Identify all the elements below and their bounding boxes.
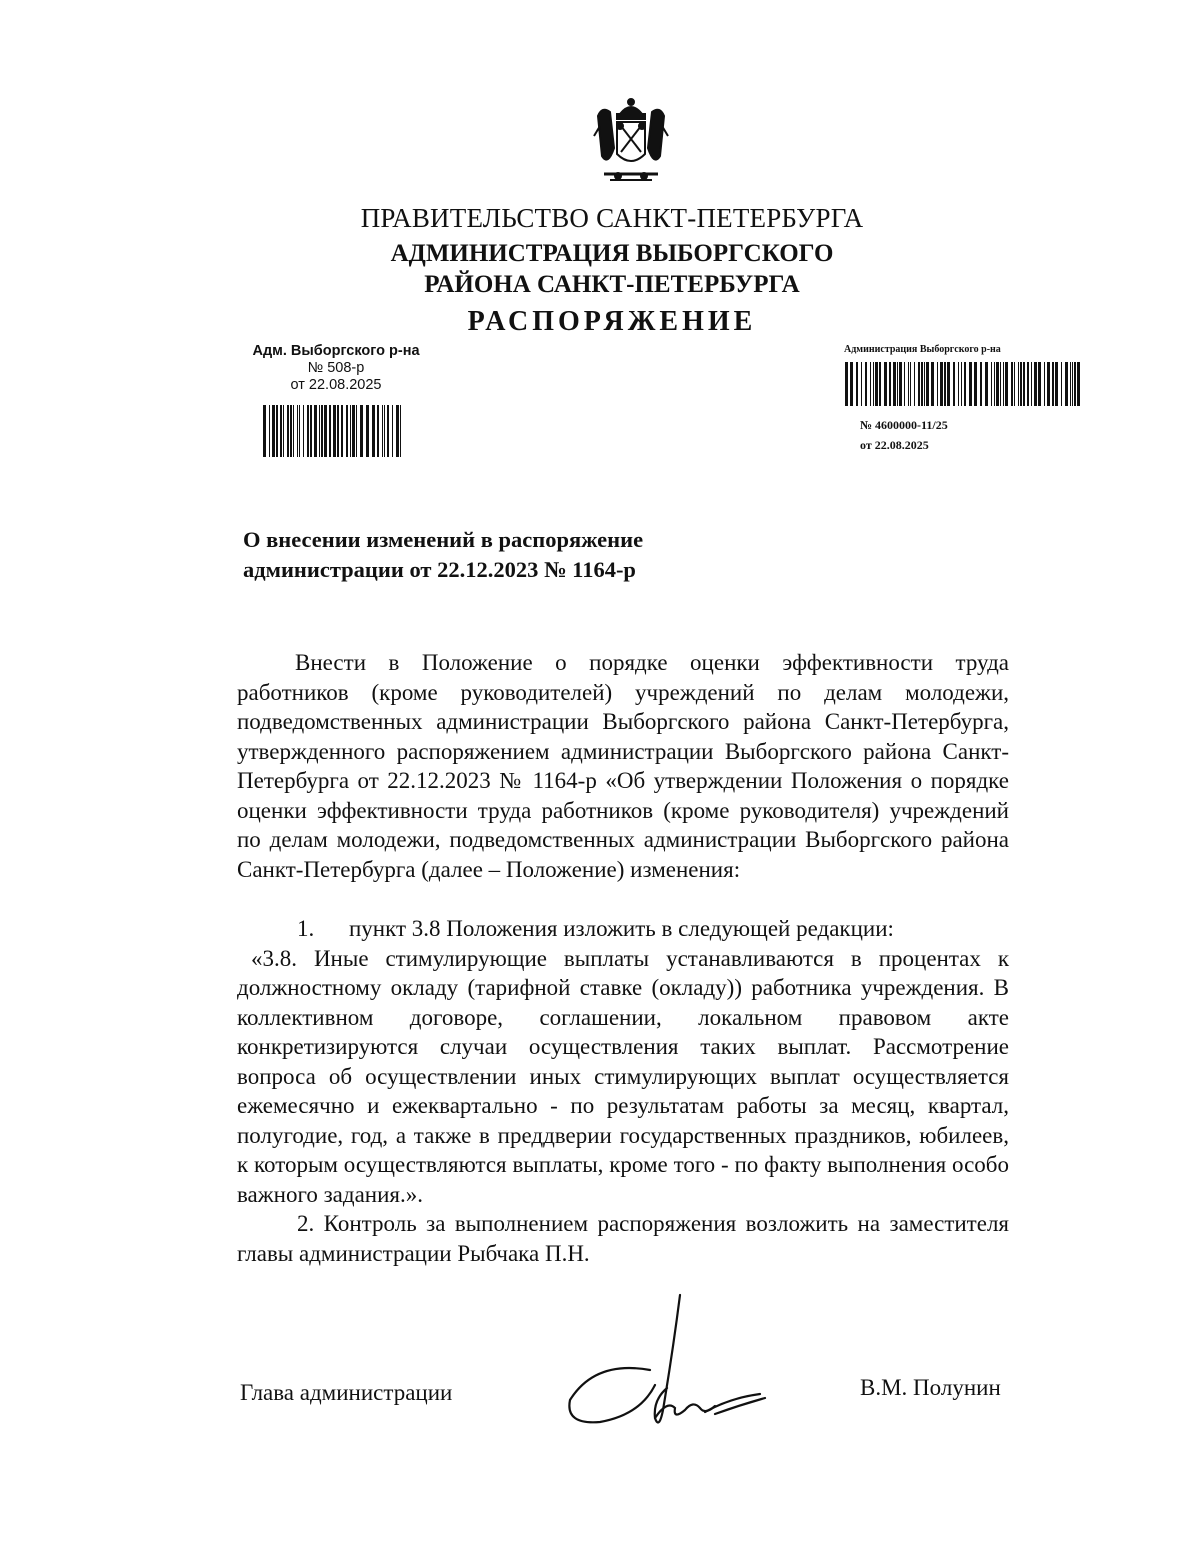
barcode-bar (910, 362, 911, 406)
barcode-bar (314, 405, 317, 457)
item-1 (237, 914, 1009, 944)
barcode-bar (958, 362, 959, 406)
barcode-bar (974, 362, 977, 406)
barcode-bar (324, 405, 327, 457)
barcode-bar (926, 362, 929, 406)
barcode-bar (865, 362, 867, 406)
signatory-name: В.М. Полунин (860, 1375, 1001, 1400)
barcode-bar (985, 362, 988, 406)
signatory-position: Глава администрации (240, 1380, 453, 1405)
document-type-title: РАСПОРЯЖЕНИЕ (467, 306, 757, 337)
document-subject (243, 525, 763, 585)
barcode-bar (944, 362, 946, 406)
registration-stamp-right-date: от 22.08.2025 (860, 438, 929, 452)
barcode-bar (908, 362, 909, 406)
subject-line2: администрации от 22.12.2023 № 1164-р (243, 557, 636, 582)
barcode-bar (303, 405, 304, 457)
barcode-bar (280, 405, 282, 457)
barcode-bar (392, 405, 393, 457)
barcode-bar (904, 362, 905, 406)
item-1-text: пункт 3.8 Положения изложить в следующей редакции: (349, 916, 894, 941)
barcode-bar (1077, 362, 1080, 406)
barcode-bar (994, 362, 995, 406)
barcode-bar (1034, 362, 1037, 406)
barcode-bar (980, 362, 982, 406)
barcode-bar (382, 405, 383, 457)
barcode-bar (873, 362, 874, 406)
barcode-bar (263, 405, 266, 457)
registration-number: № 508-р (307, 360, 365, 376)
barcode-bar (940, 362, 943, 406)
registration-stamp-right-number: № 4600000-11/25 (860, 418, 948, 432)
barcode-bar (341, 405, 343, 457)
barcode-bar (1065, 362, 1068, 406)
handwritten-signature (555, 1290, 785, 1440)
barcode-bar (1011, 362, 1013, 406)
barcode-bar (321, 405, 323, 457)
barcode-bar (996, 362, 999, 406)
registration-stamp-right-org: Администрация Выборгского р-на (844, 344, 1001, 355)
barcode-bar (1023, 362, 1025, 406)
barcode-bar (937, 362, 938, 406)
barcode-bar (290, 405, 292, 457)
barcode-bar (1074, 362, 1076, 406)
barcode-bar (346, 405, 348, 457)
barcode-bar (924, 362, 925, 406)
administration-title-line2: РАЙОНА САНКТ-ПЕТЕРБУРГА (424, 271, 800, 298)
document-body (237, 648, 1009, 1268)
barcode-bar (1020, 362, 1022, 406)
barcode-bar (850, 362, 853, 406)
item-2: 2. Контроль за выполнением распоряжения возложить на заместителя главы администрации Рыбчака П.Н. (237, 1211, 1009, 1266)
barcode-bar (272, 405, 275, 457)
barcode-bar (352, 405, 355, 457)
barcode-bar (283, 405, 284, 457)
barcode-bar (287, 405, 289, 457)
barcode-bar (276, 405, 278, 457)
barcode-bar (1027, 362, 1029, 406)
barcode-bar (1038, 362, 1041, 406)
subject-line1: О внесении изменений в распоряжение (243, 527, 644, 552)
barcode-bar (861, 362, 862, 406)
barcode-bar (293, 405, 294, 457)
barcode-bar (1047, 362, 1050, 406)
barcode-bar (914, 362, 915, 406)
intro-paragraph: Внести в Положение о порядке оценки эффективности труда работников (кроме руководителей) учреждений по делам молодежи, подведомственных администрации Выборгского района Санкт-Петербурга, утвержденного распоряжением администрации Выборгского района Санкт-Петербурга от 22.12.2023 № 1164-р «Об утверждении Положения о порядке оценки эффективности труда работников (кроме руководителя) учреждений по делам молодежи, подведомственных администрации Выборгского района Санкт-Петербурга (далее – Положение) изменения: (237, 650, 1009, 882)
barcode-bar (1072, 362, 1073, 406)
barcode-bar (307, 405, 309, 457)
barcode-bar (1052, 362, 1054, 406)
barcode-bar (396, 405, 399, 457)
barcode-left (263, 405, 401, 457)
barcode-bar (931, 362, 934, 406)
barcode-bar (366, 405, 369, 457)
barcode-bar (333, 405, 336, 457)
barcode-bar (310, 405, 312, 457)
barcode-bar (377, 405, 379, 457)
barcode-bar (337, 405, 339, 457)
paragraph-gap (237, 884, 1009, 914)
barcode-bar (897, 362, 898, 406)
barcode-bar (269, 405, 270, 457)
barcode-bar (969, 362, 972, 406)
barcode-bar (1005, 362, 1008, 406)
barcode-bar (1018, 362, 1019, 406)
barcode-bar (879, 362, 881, 406)
barcode-bar (856, 362, 858, 406)
barcode-bar (350, 405, 351, 457)
barcode-bar (360, 405, 363, 457)
barcode-bar (964, 362, 966, 406)
barcode-bar (918, 362, 920, 406)
barcode-bar (299, 405, 300, 457)
registration-org: Адм. Выборгского р-на (252, 343, 420, 359)
barcode-bar (889, 362, 891, 406)
barcode-bar (384, 405, 385, 457)
barcode-bar (884, 362, 887, 406)
barcode-bar (1061, 362, 1062, 406)
barcode-bar (372, 405, 375, 457)
barcode-bar (1000, 362, 1001, 406)
barcode-bar (1031, 362, 1032, 406)
barcode-bar (991, 362, 992, 406)
item-1-number: 1. (297, 916, 315, 941)
registration-stamp-left (236, 343, 436, 394)
barcode-bar (1014, 362, 1015, 406)
barcode-bar (875, 362, 878, 406)
barcode-bar (356, 405, 357, 457)
barcode-bar (845, 362, 848, 406)
government-title: ПРАВИТЕЛЬСТВО САНКТ-ПЕТЕРБУРГА (360, 203, 864, 233)
barcode-bar (921, 362, 923, 406)
barcode-bar (400, 405, 401, 457)
barcode-bar (1003, 362, 1004, 406)
barcode-bar (1044, 362, 1045, 406)
barcode-bar (870, 362, 871, 406)
barcode-bar (329, 405, 331, 457)
barcode-bar (1070, 362, 1071, 406)
administration-title-line1: АДМИНИСТРАЦИЯ ВЫБОРГСКОГО (390, 240, 834, 267)
barcode-bar (961, 362, 962, 406)
barcode-bar (319, 405, 320, 457)
coat-of-arms-icon (590, 96, 672, 188)
registration-date: от 22.08.2025 (290, 377, 382, 393)
barcode-bar (953, 362, 955, 406)
barcode-bar (1055, 362, 1058, 406)
barcode-bar (899, 362, 902, 406)
barcode-right (845, 362, 1081, 406)
barcode-bar (893, 362, 896, 406)
barcode-bar (297, 405, 298, 457)
quoted-clause: «3.8. Иные стимулирующие выплаты устанавливаются в процентах к должностному окладу (тарифной ставке (окладу)) работника учреждения. В коллективном договоре, соглашении, локальном правовом акте конкретизируются случаи осуществления таких выплат. Рассмотрение вопроса об осуществлении иных стимулирующих выплат осуществляется ежемесячно и ежеквартально - по результатам работы за месяц, квартал, полугодие, год, а также в преддверии государственных праздников, юбилеев, к которым осуществляются выплаты, кроме того - по факту выполнения особо важного задания.». (237, 945, 1009, 1207)
barcode-bar (947, 362, 950, 406)
barcode-bar (387, 405, 389, 457)
